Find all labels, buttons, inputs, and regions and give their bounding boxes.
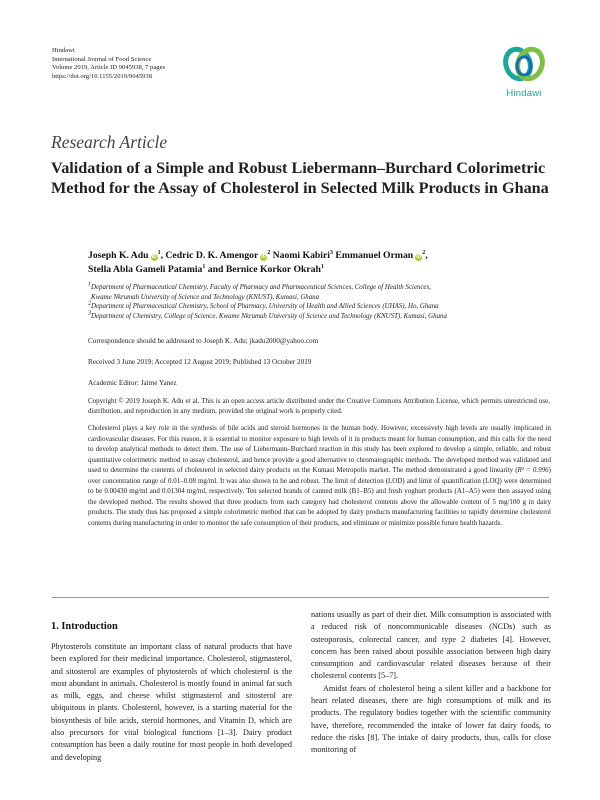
abstract-text: Cholesterol plays a key role in the synthesis of bile acids and steroid hormones in the human body. However, excessively high levels are usually implicated in cardiovascular diseases. For this reason, it is essential to monitor exposure to high levels of it in products meant for human consumption, and this calls for the need to develop analytical methods to detect them. The use of Liebermann–Burchard reaction in this study has been explored to develop a simple, reliable, and robust quantitative colorimetric method to assay cholesterol, and hence provide a good alternative to chromatographic methods. The developed method was validated and used to determine the contents of cholesterol in selected dairy products on the Kumasi Metropolis market. The method demonstrated a good linearity ( <box>88 424 551 475</box>
author-name: Joseph K. Adu <box>88 250 149 261</box>
body-paragraph: Phytosterols constitute an important class of natural products that have been explored for their medicinal importance. Cholesterol, stigmasterol, and sitosterol are examples of phytosterols of which cholesterol is the most abundant in animals. Cholesterol is mostly found in animal fat such as milk, eggs, and cheese whilst stigmasterol and sitosterol are ubiquitous in plants. Cholesterol, however, is a starting material for the biosynthesis of bile acids, steroid hormones, and Vitamin D, which are also precursors for vital biological functions [1–3]. Dairy product consumption has been a daily routine for most people in both developed and developing <box>51 642 292 762</box>
publisher-name: Hindawi <box>52 47 75 54</box>
linearity-r2: R² = 0.996 <box>517 466 549 475</box>
affiliation-text: Department of Chemistry, College of Science, Kwame Nkrumah University of Science and Technology (KNUST), Kumasi, Ghana <box>91 312 447 320</box>
doi-link[interactable]: https://doi.org/10.1155/2019/9045938 <box>52 72 153 80</box>
abstract-text: ) over concentration range of 0.01–0.08 mg/ml. It was also shown to be and robust. The limit of detection (LOD) and limit of quantification (LOQ) were determined to be 0.00430 mg/ml and 0.01304 mg/ml, respectively. Ten selected brands of canned milk (B1–B5) and fresh yoghurt products (A1–A5) were then assayed using the developed method. The results showed that three products from each category had cholesterol contents above the allowable content of 5 mg/100 g in dairy products. The study thus has proposed a simple colorimetric method that can be adopted by dairy products manufacturing facilities to rapidly determine cholesterol contents during manufacturing in order to monitor the safe consumption of their products, and eliminate or minimize possible future health hazards. <box>88 466 551 527</box>
academic-editor: Academic Editor: Jaime Yanez <box>88 379 177 387</box>
section-divider <box>52 597 549 598</box>
author-name: Emmanuel Orman <box>335 250 414 261</box>
hindawi-rings-icon <box>501 42 547 86</box>
journal-meta <box>52 47 165 81</box>
author-affiliation: 3 <box>330 249 333 256</box>
author-list <box>88 249 548 276</box>
orcid-icon[interactable]: iD <box>151 253 157 260</box>
orcid-icon[interactable]: iD <box>261 253 267 260</box>
author-name: Naomi Kabiri <box>272 250 330 261</box>
author-affiliation: 1 <box>320 263 324 270</box>
affiliation-number: 2 <box>88 300 91 307</box>
section-heading: 1. Introduction <box>51 621 118 632</box>
author-separator: , <box>160 250 163 261</box>
orcid-icon[interactable]: iD <box>416 253 422 260</box>
author-separator: , <box>425 250 428 261</box>
article-dates: Received 3 June 2019; Accepted 12 August 2019; Published 13 October 2019 <box>88 358 312 366</box>
affiliation-text: Department of Pharmaceutical Chemistry, School of Pharmacy, University of Health and Allied Sciences (UHAS), Ho, Ghana <box>91 303 439 311</box>
author-separator: and <box>207 263 224 275</box>
affiliation-text: Department of Pharmaceutical Chemistry, Faculty of Pharmacy and Pharmaceutical Sciences, College of Health Sciences, <box>91 284 431 291</box>
body-column-left <box>51 641 292 764</box>
hindawi-logo <box>494 42 554 104</box>
affiliation-number: 3 <box>88 310 91 317</box>
abstract <box>88 423 551 528</box>
author-affiliation: 1 <box>202 263 206 270</box>
author-affiliation: 2 <box>267 249 271 256</box>
body-paragraph: Amidst fears of cholesterol being a silent killer and a backbone for heart related diseases, there are high consumptions of milk and its products. The regulatory bodies together with the scientific community have, therefore, recommended the intake of lower fat dairy foods, to reduce the risks [8]. The intake of dairy products, thus, calls for close monitoring of <box>311 683 551 755</box>
body-column-right <box>311 609 551 757</box>
body-paragraph: nations usually as part of their diet. Milk consumption is associated with a reduced risk of noncommunicable diseases (NCDs) such as osteoporosis, colorectal cancer, and type 2 diabetes [4]. However, concern has been raised about possible association between high dairy consumption and cardiovascular related diseases because of their cholesterol contents [5–7]. <box>311 610 551 681</box>
author-name: Cedric D. K. Amengor <box>165 250 259 261</box>
author-name: Bernice Korkor Okrah <box>225 263 321 275</box>
volume-line: Volume 2019, Article ID 9045938, 7 pages <box>52 64 166 72</box>
author-affiliation: 1 <box>157 249 161 256</box>
correspondence: Correspondence should be addressed to Joseph K. Adu; jkadu2000@yahoo.com <box>88 337 319 345</box>
journal-name: International Journal of Food Science <box>52 55 152 63</box>
affiliation-text: Kwame Nkrumah University of Science and Technology (KNUST), Kumasi, Ghana <box>91 293 320 301</box>
affiliation-number: 1 <box>88 281 91 288</box>
affiliations <box>88 283 558 321</box>
author-name: Stella Abla Gameli Patamia <box>88 263 203 275</box>
copyright-notice: Copyright © 2019 Joseph K. Adu et al. This is an open access article distributed under the Creative Commons Attribution License, which permits unrestricted use, distribution, and reproduction in any medium, provided the original work is properly cited. <box>88 397 550 416</box>
logo-wordmark: Hindawi <box>506 88 542 99</box>
article-type: Research Article <box>51 132 168 152</box>
article-title: Validation of a Simple and Robust Liebermann–Burchard Colorimetric Method for the Assay of Cholesterol in Selected Milk Products in Ghana <box>51 159 549 197</box>
author-affiliation: 2 <box>422 249 426 256</box>
